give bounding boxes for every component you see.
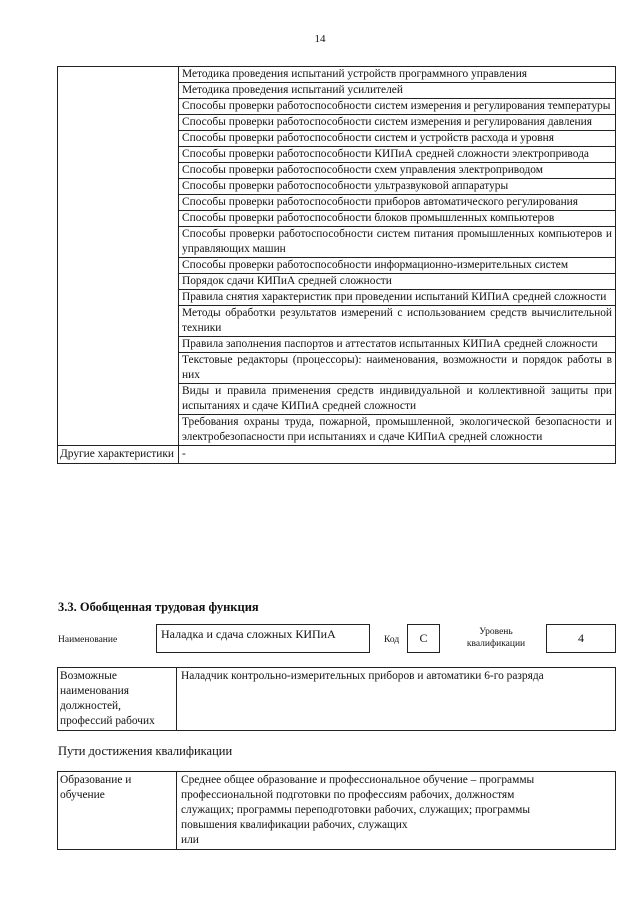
knowledge-item: Требования охраны труда, пожарной, промышленной, экологической безопасности и электробезопасности при испытаниях и сдаче КИПиА средней сложности (179, 415, 616, 446)
education-row (58, 772, 616, 850)
function-code-value: C (407, 624, 440, 653)
knowledge-item: Методы обработки результатов измерений с использованием средств вычислительной техники (179, 306, 616, 337)
education-value (177, 772, 616, 850)
education-line: служащих; программы переподготовки рабочих, служащих; программы (181, 804, 531, 816)
knowledge-item: Способы проверки работоспособности КИПиА средней сложности электропривода (179, 147, 616, 163)
education-line: профессиональной подготовки по профессиям рабочих, должностям (181, 789, 515, 801)
code-label: Код (384, 635, 400, 645)
knowledge-row (58, 67, 616, 83)
knowledge-item: Правила снятия характеристик при проведении испытаний КИПиА средней сложности (179, 290, 616, 306)
other-row (58, 446, 616, 464)
other-value: - (179, 446, 616, 464)
education-line: Среднее общее образование и профессиональное обучение – программы (181, 774, 535, 786)
job-names-value: Наладчик контрольно-измерительных приборов и автоматики 6-го разряда (177, 668, 616, 731)
section-title: 3.3. Обобщенная трудовая функция (58, 600, 259, 614)
knowledge-item: Способы проверки работоспособности систем питания промышленных компьютеров и управляющих машин (179, 227, 616, 258)
knowledge-item: Способы проверки работоспособности схем управления электроприводом (179, 163, 616, 179)
education-line: или (181, 834, 199, 846)
knowledge-item: Способы проверки работоспособности информационно-измерительных систем (179, 258, 616, 274)
knowledge-table (57, 66, 616, 464)
function-name-value: Наладка и сдача сложных КИПиА (156, 624, 370, 653)
job-names-row (58, 668, 616, 731)
knowledge-item: Способы проверки работоспособности систем и устройств расхода и уровня (179, 131, 616, 147)
job-names-label: Возможные наименования должностей, профессий рабочих (58, 668, 177, 731)
education-label: Образование и обучение (58, 772, 177, 850)
level-label-1: Уровень (479, 627, 513, 637)
job-names-table (57, 667, 616, 731)
knowledge-item: Способы проверки работоспособности систем измерения и регулирования температуры (179, 99, 616, 115)
education-table (57, 771, 616, 850)
knowledge-table-body (58, 67, 616, 464)
knowledge-item: Способы проверки работоспособности приборов автоматического регулирования (179, 195, 616, 211)
function-row (0, 624, 640, 654)
knowledge-item: Текстовые редакторы (процессоры): наименования, возможности и порядок работы в них (179, 353, 616, 384)
function-level-value: 4 (546, 624, 616, 653)
knowledge-item: Способы проверки работоспособности блоков промышленных компьютеров (179, 211, 616, 227)
knowledge-item: Методика проведения испытаний усилителей (179, 83, 616, 99)
knowledge-item: Правила заполнения паспортов и аттестатов испытанных КИПиА средней сложности (179, 337, 616, 353)
other-label: Другие характеристики (58, 446, 179, 464)
knowledge-item: Виды и правила применения средств индивидуальной и коллективной защиты при испытаниях и сдаче КИПиА средней сложности (179, 384, 616, 415)
level-label-2: квалификации (466, 639, 526, 649)
paths-title: Пути достижения квалификации (58, 744, 233, 758)
knowledge-item: Порядок сдачи КИПиА средней сложности (179, 274, 616, 290)
name-label: Наименование (58, 635, 118, 645)
knowledge-item: Способы проверки работоспособности ультразвуковой аппаратуры (179, 179, 616, 195)
page-number: 14 (314, 33, 326, 45)
education-line: повышения квалификации рабочих, служащих (181, 819, 408, 831)
knowledge-item: Методика проведения испытаний устройств программного управления (179, 67, 616, 83)
knowledge-left-cell (58, 67, 179, 446)
knowledge-item: Способы проверки работоспособности систем измерения и регулирования давления (179, 115, 616, 131)
